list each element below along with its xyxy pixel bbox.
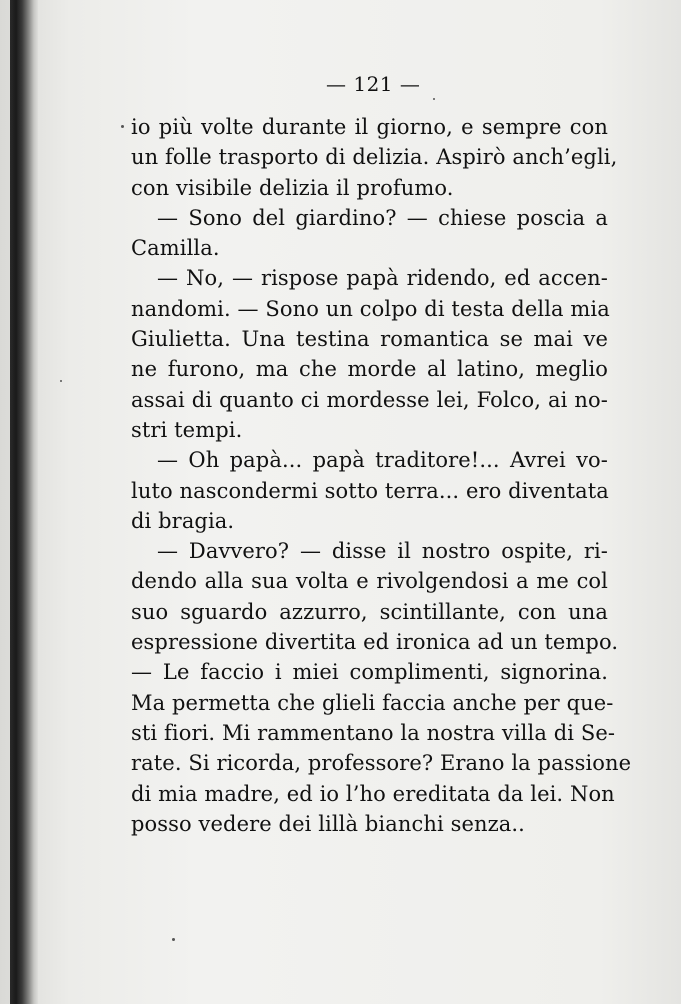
text-line: Camilla. bbox=[131, 236, 220, 261]
text-line: — Oh papà... papà traditore!... Avrei vo- bbox=[157, 448, 608, 473]
text-line: ne furono, ma che morde al latino, meglio bbox=[131, 357, 608, 382]
text-line: posso vedere dei lillà bianchi senza.. bbox=[131, 811, 525, 836]
text-line: — No, — rispose papà ridendo, ed accen- bbox=[157, 266, 608, 291]
text-line: sti fiori. Mi rammentano la nostra villa di Se- bbox=[131, 720, 616, 745]
book-binding-shadow bbox=[10, 0, 38, 1004]
text-line: espressione divertita ed ironica ad un tempo. bbox=[131, 630, 619, 655]
ink-speck bbox=[60, 380, 62, 382]
text-line: con visibile delizia il profumo. bbox=[131, 175, 454, 200]
text-line: — Davvero? — disse il nostro ospite, ri- bbox=[157, 539, 608, 564]
text-line: nandomi. — Sono un colpo di testa della mia bbox=[131, 296, 610, 321]
body-text bbox=[131, 112, 632, 839]
text-line: suo sguardo azzurro, scintillante, con una bbox=[131, 599, 608, 624]
ink-speck bbox=[433, 98, 435, 100]
text-line: stri tempi. bbox=[131, 417, 243, 442]
text-line: Giulietta. Una testina romantica se mai ve bbox=[131, 327, 608, 352]
text-line: dendo alla sua volta e rivolgendosi a me col bbox=[131, 569, 608, 594]
text-line: Ma permetta che glieli faccia anche per que- bbox=[131, 690, 614, 715]
text-line: un folle trasporto di delizia. Aspirò anch’egli, bbox=[131, 145, 618, 170]
text-line: luto nascondermi sotto terra... ero diventata bbox=[131, 478, 609, 503]
text-line: di bragia. bbox=[131, 508, 235, 533]
ink-speck bbox=[121, 125, 124, 128]
page-number: — 121 — bbox=[326, 72, 421, 96]
ink-speck bbox=[172, 938, 175, 941]
text-line: di mia madre, ed io l’ho ereditata da lei. Non bbox=[131, 781, 615, 806]
text-line: — Le faccio i miei complimenti, signorina. bbox=[131, 660, 608, 685]
text-line: rate. Si ricorda, professore? Erano la passione bbox=[131, 751, 632, 776]
text-line: assai di quanto ci mordesse lei, Folco, ai no- bbox=[131, 387, 608, 412]
text-line: io più volte durante il giorno, e sempre con bbox=[131, 115, 608, 139]
text-line: — Sono del giardino? — chiese poscia a bbox=[157, 205, 608, 230]
